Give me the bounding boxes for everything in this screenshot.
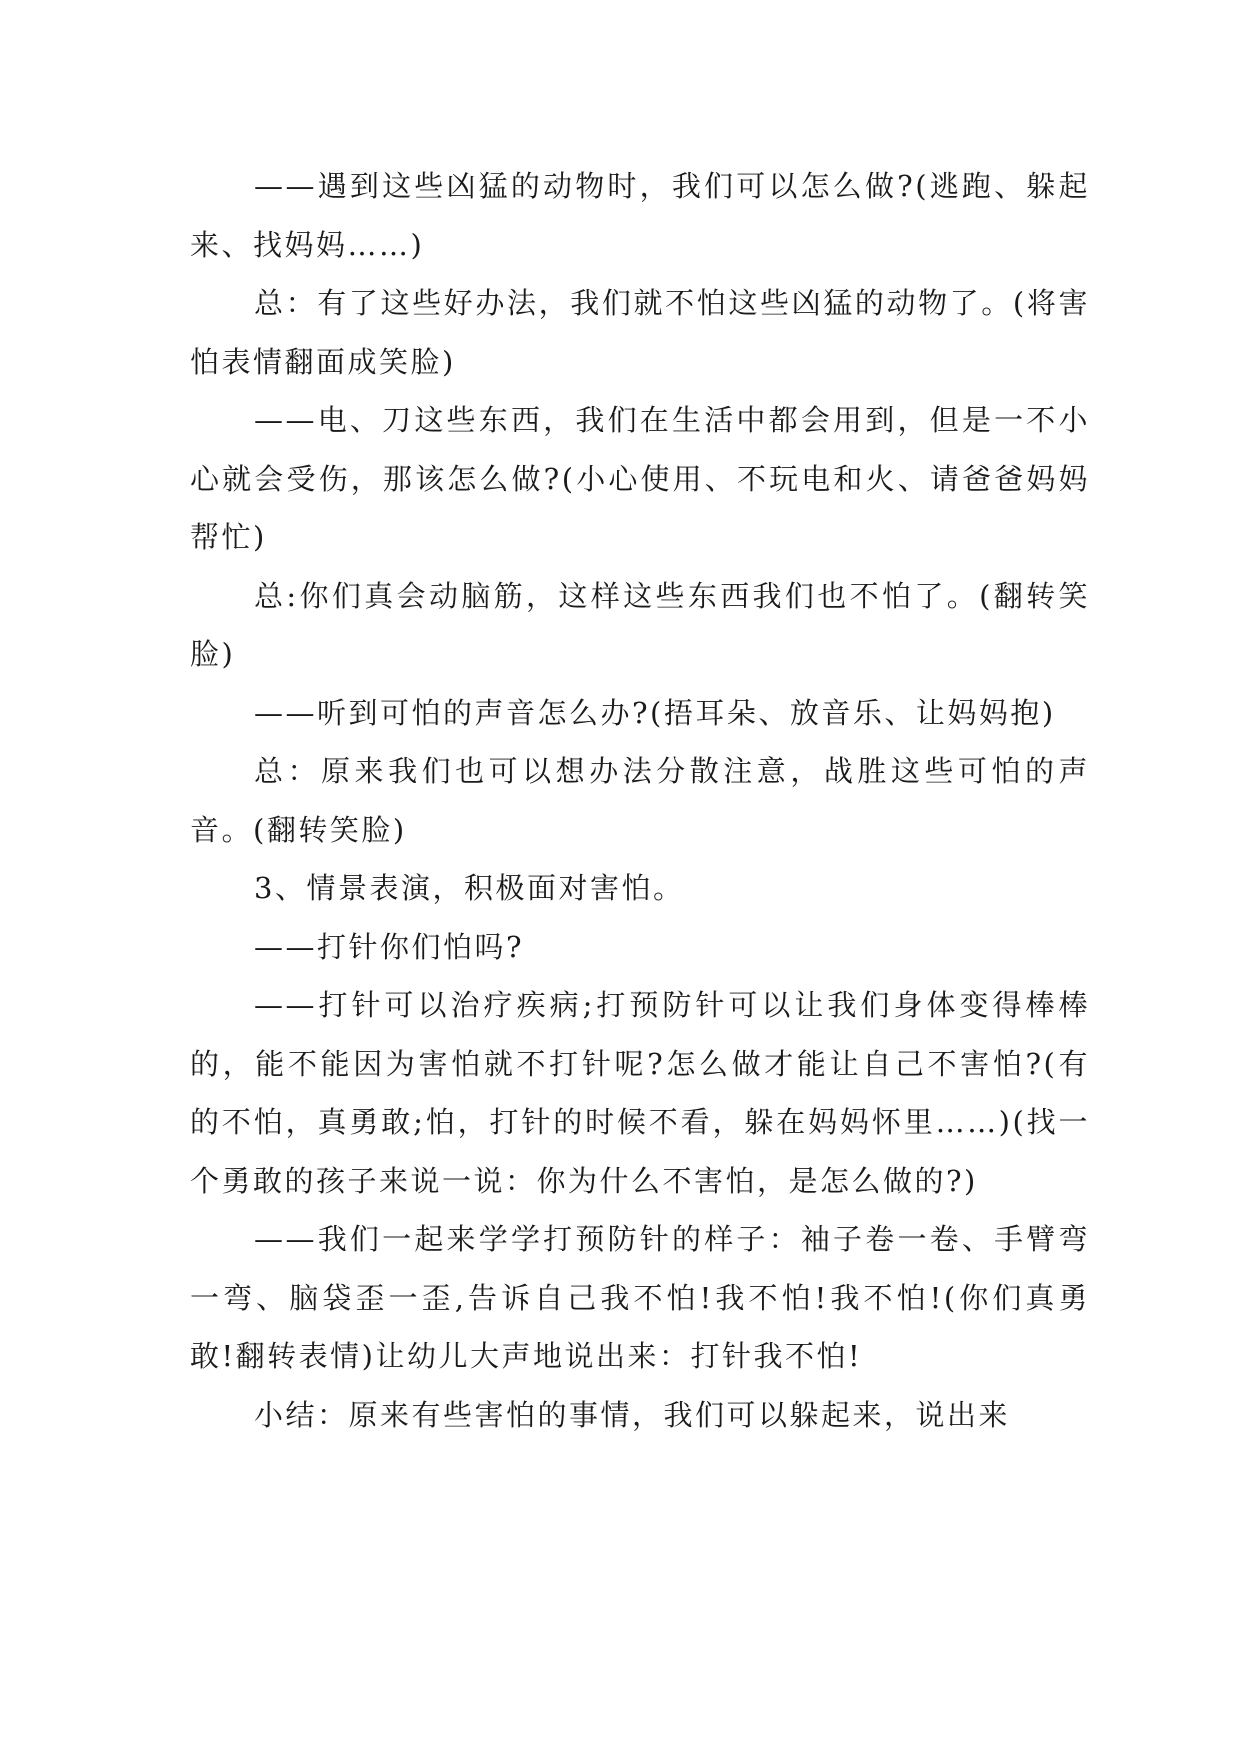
summary-paragraph: 小结：原来有些害怕的事情，我们可以躲起来，说出来 <box>254 1397 1011 1432</box>
paragraph: 总：有了这些好办法，我们就不怕这些凶猛的动物了。(将害怕表情翻面成笑脸) <box>190 286 1090 379</box>
paragraph: ——打针可以治疗疾病;打预防针可以让我们身体变得棒棒的，能不能因为害怕就不打针呢?怎么做才能让自己不害怕?(有的不怕，真勇敢;怕，打针的时候不看，躲在妈妈怀里……)(找一个勇敢的孩子来说一说：你为什么不害怕，是怎么做的?) <box>190 988 1090 1198</box>
paragraph: ——电、刀这些东西，我们在生活中都会用到，但是一不小心就会受伤，那该怎么做?(小心使用、不玩电和火、请爸爸妈妈帮忙) <box>190 403 1090 554</box>
paragraph: ——遇到这些凶猛的动物时，我们可以怎么做?(逃跑、躲起来、找妈妈……) <box>190 169 1090 262</box>
paragraph: ——我们一起来学学打预防针的样子：袖子卷一卷、手臂弯一弯、脑袋歪一歪,告诉自己我不怕!我不怕!我不怕!(你们真勇敢!翻转表情)让幼儿大声地说出来：打针我不怕! <box>190 1222 1090 1373</box>
paragraph: ——打针你们怕吗? <box>254 929 525 964</box>
paragraph: ——听到可怕的声音怎么办?(捂耳朵、放音乐、让妈妈抱) <box>254 695 1056 730</box>
paragraph: 总:你们真会动脑筋，这样这些东西我们也不怕了。(翻转笑脸) <box>190 578 1090 671</box>
body-text <box>190 157 1090 1444</box>
paragraph: 总：原来我们也可以想办法分散注意，战胜这些可怕的声音。(翻转笑脸) <box>190 754 1090 847</box>
section-heading: 3、情景表演，积极面对害怕。 <box>254 871 685 905</box>
